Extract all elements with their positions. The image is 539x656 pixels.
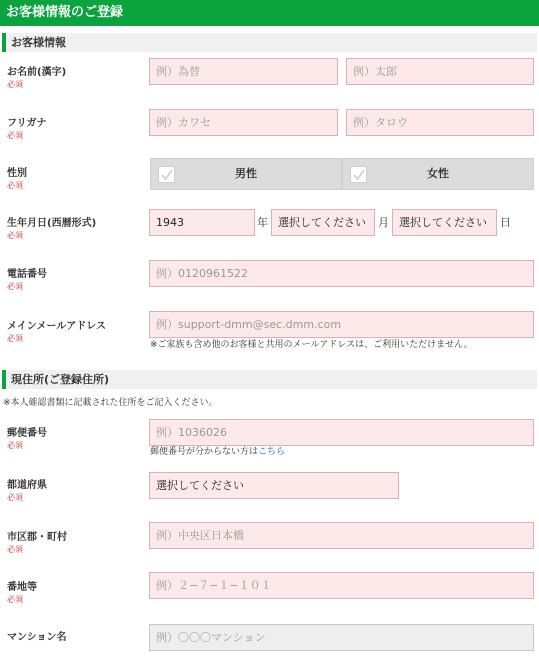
prefecture-label: 都道府県 [7, 480, 47, 491]
email-label: メインメールアドレス [7, 321, 106, 332]
last-name-kana-input[interactable]: 例）カワセ [149, 109, 338, 136]
last-name-kanji-input[interactable]: 例）為替 [149, 58, 338, 85]
gender-male-label: 男性 [235, 167, 257, 180]
address-note: ※本人確認書類に記載された住所をご記入ください。 [3, 398, 218, 408]
gender-female-option[interactable] [342, 158, 534, 190]
section-title-customer: お客様情報 [2, 33, 537, 52]
year-unit: 年 [257, 216, 268, 229]
postal-code-input[interactable]: 例）1036026 [149, 419, 534, 446]
building-label: マンション名 [7, 632, 67, 643]
page-header: お客様情報のご登録 [0, 0, 539, 26]
birthdate-label: 生年月日(西暦形式) [7, 218, 97, 229]
gender-male-option[interactable] [150, 158, 342, 190]
street-label: 番地等 [7, 582, 37, 593]
required-badge: 必須 [7, 131, 23, 140]
postal-help-text: 郵便番号が分からない方は [150, 447, 259, 457]
name-kanji-label: お名前(漢字) [7, 67, 67, 78]
first-name-kana-input[interactable]: 例）タロウ [346, 109, 534, 136]
phone-input[interactable]: 例）0120961522 [149, 260, 534, 287]
street-address-input[interactable]: 例）２−７−１−１０１ [149, 572, 534, 599]
required-badge: 必須 [7, 231, 23, 240]
postal-lookup-link[interactable]: こちら [258, 447, 286, 457]
birth-day-select[interactable]: 選択してください [392, 209, 497, 236]
furigana-label: フリガナ [7, 118, 47, 129]
day-unit: 日 [500, 216, 511, 229]
phone-label: 電話番号 [7, 269, 47, 280]
gender-female-label: 女性 [427, 167, 449, 180]
required-badge: 必須 [7, 493, 23, 502]
city-input[interactable]: 例）中央区日本橋 [149, 522, 534, 549]
gender-label: 性別 [7, 168, 27, 179]
required-badge: 必須 [7, 441, 23, 450]
required-badge: 必須 [7, 334, 23, 343]
required-badge: 必須 [7, 545, 23, 554]
birth-year-input[interactable]: 1943 [149, 209, 255, 236]
first-name-kanji-input[interactable]: 例）太郎 [346, 58, 534, 85]
section-title-address: 現住所(ご登録住所) [2, 370, 537, 389]
city-label: 市区郡・町村 [7, 532, 67, 543]
email-input[interactable]: 例）support-dmm@sec.dmm.com [149, 311, 534, 338]
building-name-input[interactable]: 例）〇〇〇マンション [149, 624, 534, 651]
required-badge: 必須 [7, 181, 23, 190]
required-badge: 必須 [7, 282, 23, 291]
prefecture-select[interactable]: 選択してください [149, 472, 399, 499]
postal-label: 郵便番号 [7, 428, 47, 439]
email-note: ※ご家族も含め他のお客様と共用のメールアドレスは、ご利用いただけません。 [150, 340, 473, 350]
required-badge: 必須 [7, 595, 23, 604]
required-badge: 必須 [7, 80, 23, 89]
month-unit: 月 [378, 216, 389, 229]
birth-month-select[interactable]: 選択してください [271, 209, 375, 236]
postal-help [150, 447, 285, 458]
